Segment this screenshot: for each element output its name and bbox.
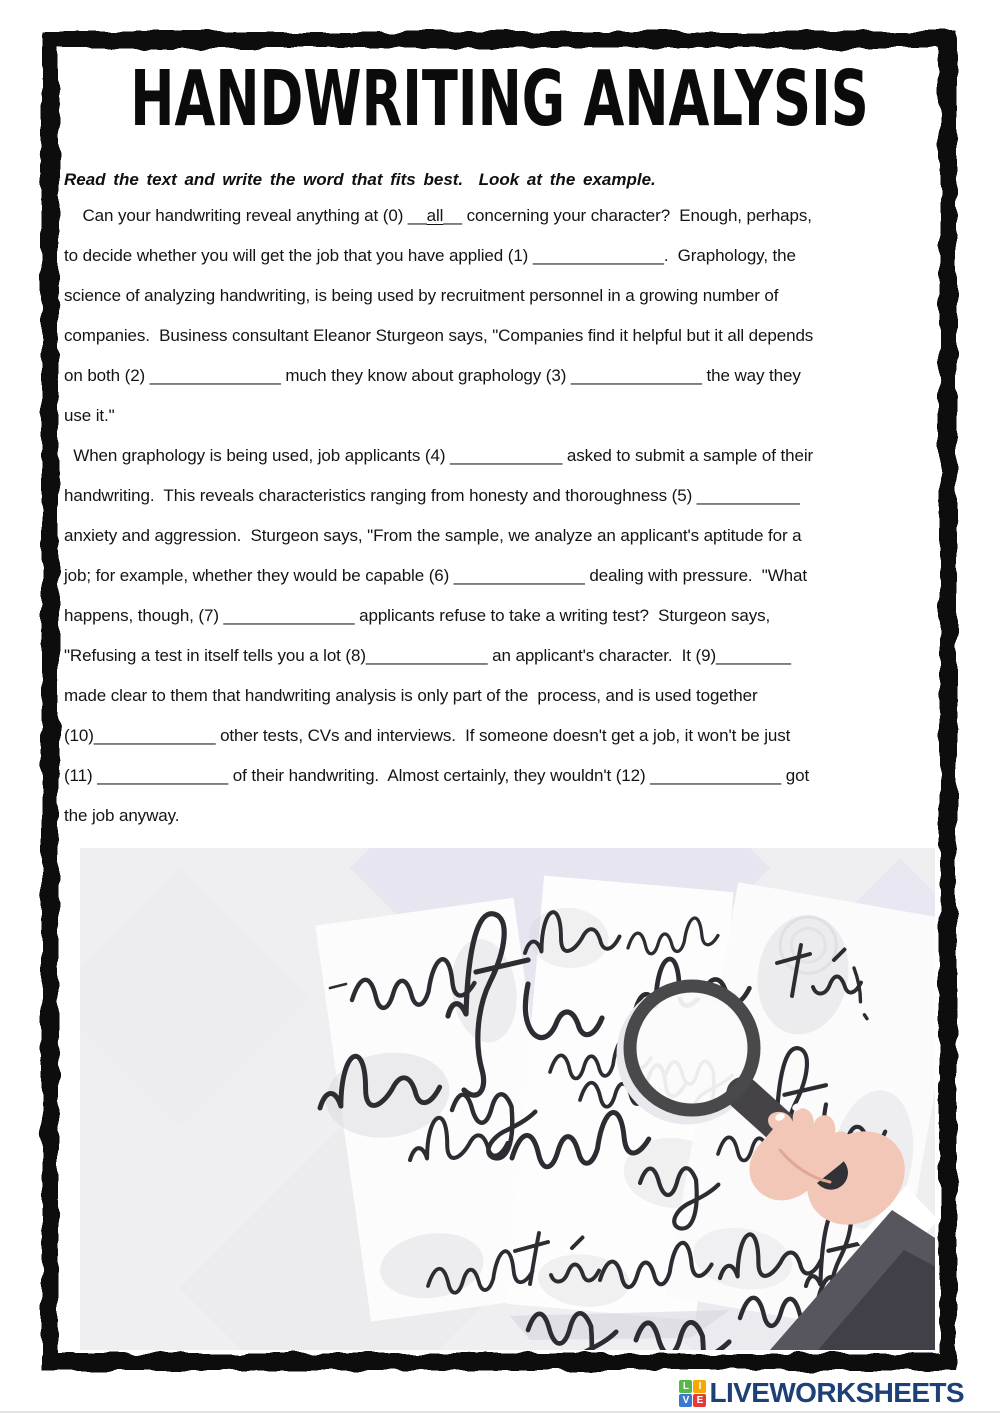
handwriting-illustration bbox=[80, 848, 935, 1350]
text-line: companies. Business consultant Eleanor Sturgeon says, "Companies find it helpful but it all depends bbox=[64, 326, 814, 345]
logo-tile-v: V bbox=[679, 1394, 692, 1407]
instruction-text: Read the text and write the word that fits best. Look at the example. bbox=[64, 170, 656, 189]
text-line: science of analyzing handwriting, is being used by recruitment personnel in a growing number of bbox=[64, 286, 779, 305]
text-line: handwriting. This reveals characteristics ranging from honesty and thoroughness (5) ___________ bbox=[64, 486, 800, 505]
text-line: anxiety and aggression. Sturgeon says, "From the sample, we analyze an applicant's aptitude for a bbox=[64, 526, 802, 545]
text-line: job; for example, whether they would be capable (6) ______________ dealing with pressure. "What bbox=[64, 566, 808, 585]
liveworksheets-logo-icon bbox=[679, 1380, 706, 1407]
handwriting-illustration-svg bbox=[80, 848, 935, 1350]
logo-tile-e: E bbox=[693, 1394, 706, 1407]
text-line: (10)_____________ other tests, CVs and interviews. If someone doesn't get a job, it won't be just bbox=[64, 726, 791, 745]
text-line: the job anyway. bbox=[64, 806, 180, 825]
logo-tile-i: I bbox=[693, 1380, 706, 1393]
page-title-text: HANDWRITING ANALYSIS bbox=[130, 54, 870, 144]
text-line: When graphology is being used, job applicants (4) ____________ asked to submit a sample of their bbox=[64, 446, 814, 465]
text-line: made clear to them that handwriting analysis is only part of the process, and is used together bbox=[64, 686, 758, 705]
answer-blank-0: all bbox=[426, 206, 444, 225]
text-line: happens, though, (7) ______________ applicants refuse to take a writing test? Sturgeon says, bbox=[64, 606, 771, 625]
page-title bbox=[0, 54, 1000, 144]
text-line: Can your handwriting reveal anything at (0) __all__ concerning your character? Enough, perhaps, bbox=[64, 206, 812, 225]
text-line: (11) ______________ of their handwriting. Almost certainly, they wouldn't (12) ______________ got bbox=[64, 766, 810, 785]
text-line: to decide whether you will get the job that you have applied (1) ______________. Graphology, the bbox=[64, 246, 796, 265]
text-line: use it." bbox=[64, 406, 115, 425]
logo-tile-l: L bbox=[679, 1380, 692, 1393]
liveworksheets-logo[interactable] bbox=[679, 1379, 964, 1407]
text-line: on both (2) ______________ much they know about graphology (3) ______________ the way they bbox=[64, 366, 801, 385]
liveworksheets-logo-text: LIVEWORKSHEETS bbox=[709, 1377, 964, 1408]
text-line: "Refusing a test in itself tells you a lot (8)_____________ an applicant's character. It (9)________ bbox=[64, 646, 791, 665]
exercise-text bbox=[64, 206, 946, 846]
